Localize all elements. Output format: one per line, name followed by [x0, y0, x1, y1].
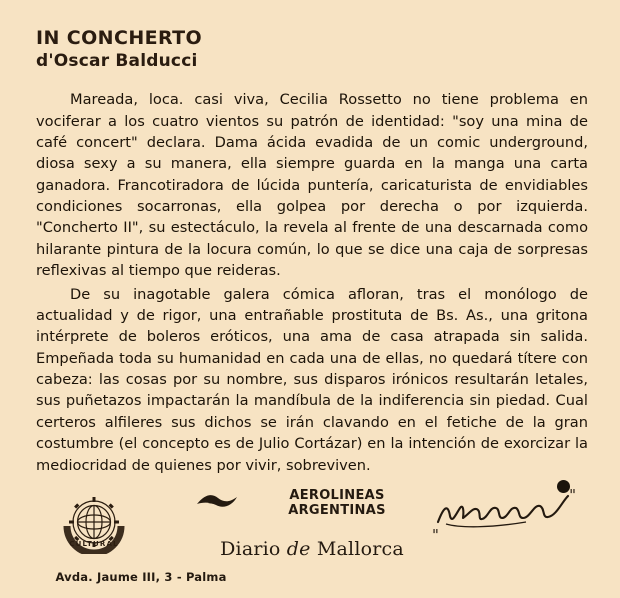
- cultural-seal-label: CULTURAL: [69, 540, 119, 548]
- sponsor-logos: [0, 486, 620, 598]
- newspaper-logo: [196, 538, 428, 560]
- signature-logo: [430, 484, 580, 550]
- newspaper-suffix: Mallorca: [316, 538, 404, 560]
- paragraph-1: Mareada, loca. casi viva, Cecilia Rossetto no tiene problema en vociferar a los cuatro vientos su patrón de identidad: "soy una mina de café concert" declara. Dama ácida evadida de un comic underground, diosa sexy a su manera, ella siempre guarda en la manga una carta ganadora. Francotiradora de lúcida puntería, caricaturista de envidiables condiciones socarronas, ella golpea por derecha o por izquierda. "Concherto II", su estectáculo, la revela al frente de una descarnada como hilarante pintura de la locura común, lo que se dice una caja de sorpresas reflexivas al tiempo que reideras.: [36, 91, 588, 280]
- middle-logos: [196, 488, 428, 560]
- signature-dot-icon: [557, 480, 570, 493]
- paragraph-2: De su inagotable galera cómica afloran, tras el monólogo de actualidad y de rigor, una entrañable prostituta de Bs. As., una gritona intérprete de boleros eróticos, una ama de casa atrapada sin salida. Empeñada toda su humanidad en cada una de ellas, no quedará títere con cabeza: las cosas por su nombre, sus disparos irónicos resultarán letales, sus puñetazos impactarán la mandíbula de la indiferencia sin piedad. Cual certeros alfileres sus dichos se irán clavando en el fetiche de la gran costumbre (el concepto es de Julio Cortázar) en la intención de exorcizar la mediocridad de quienes por vivir, sobreviven.: [36, 285, 588, 474]
- title-block: [36, 28, 594, 71]
- venue-address: Avda. Jaume III, 3 - Palma: [55, 570, 227, 584]
- page-title: IN CONCHERTO: [36, 27, 203, 49]
- airline-label: AEROLINEAS ARGENTINAS: [288, 488, 386, 518]
- airline-logo: [196, 488, 428, 518]
- condor-bird-icon: [196, 491, 238, 515]
- signature-open-quote: ": [432, 526, 439, 544]
- article-body: [36, 89, 588, 476]
- signature-close-quote: ": [569, 486, 576, 504]
- page-subtitle: d'Oscar Balducci: [36, 50, 198, 71]
- newspaper-prefix: Diario: [220, 538, 281, 560]
- cultural-seal-logo: [48, 496, 140, 560]
- globe-gear-icon: [57, 496, 131, 554]
- handwritten-signature-icon: [430, 484, 580, 534]
- newspaper-italic: de: [286, 538, 311, 560]
